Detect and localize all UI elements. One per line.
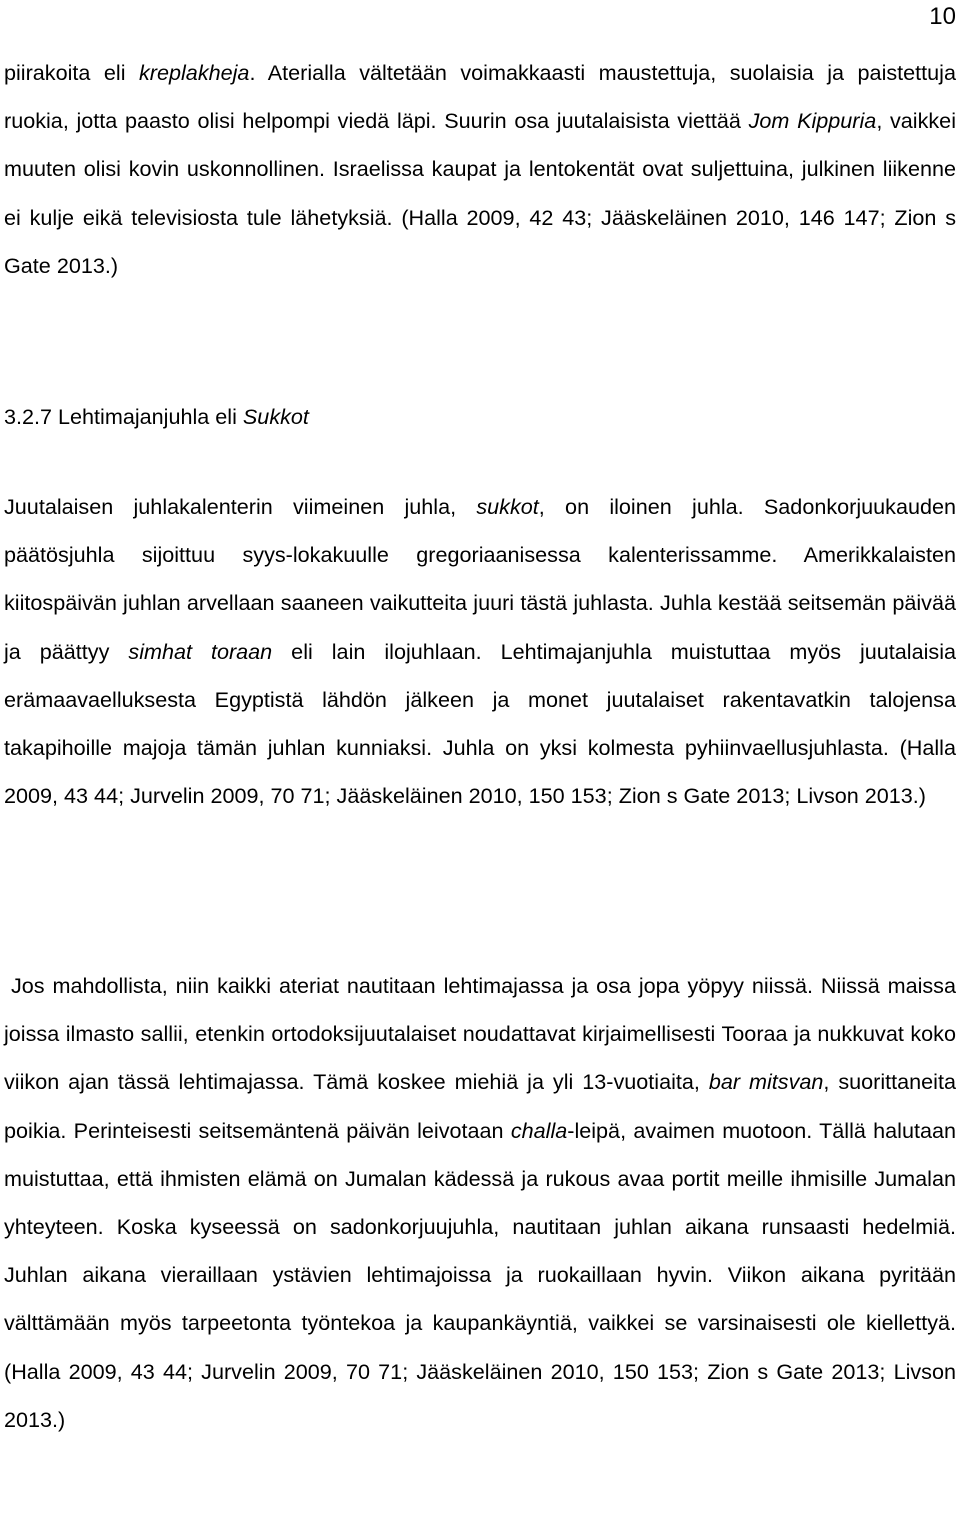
section-heading-number: 3.2.7 bbox=[4, 404, 53, 429]
paragraph-1 bbox=[4, 49, 956, 290]
paragraph-2-seg-4: simhat toraan bbox=[128, 638, 273, 664]
paragraph-2 bbox=[4, 483, 956, 820]
paragraph-3-seg-1: Jos mahdollista, niin kaikki ateriat nautitaan lehtimajassa ja osa jopa yöpyy niissä. Niissä maissa joissa ilmasto sallii, etenkin ortodoksijuutalaiset noudattavat kirjaimellisesti Tooraa ja nukkuvat koko viikon ajan tässä lehtimajassa. Tämä koskee miehiä ja yli 13-vuotiaita, bbox=[4, 973, 956, 1095]
paragraph-1-seg-4: Jom Kippuria bbox=[748, 108, 877, 134]
paragraph-3-seg-2: bar mitsvan bbox=[708, 1069, 824, 1095]
paragraph-3-seg-4: challa bbox=[510, 1117, 568, 1143]
paragraph-3 bbox=[4, 962, 956, 1444]
paragraph-1-seg-2: kreplakheja bbox=[139, 60, 250, 85]
paragraph-2-seg-3: , on iloinen juhla. Sadonkorjuukauden päätösjuhla sijoittuu syys-lokakuulle gregoriaanisessa kalenterissamme. Amerikkalaisten kiitospäivän juhlan arvellaan saaneen vaikutteita juuri tästä juhlasta. Juhla kestää seitsemän päivää ja päättyy bbox=[4, 494, 956, 664]
paragraph-2-seg-2: sukkot bbox=[476, 494, 539, 519]
paragraph-1-seg-3: . Aterialla vältetään voimakkaasti maustettuja, suolaisia ja paistettuja ruokia, jotta paasto olisi helpompi viedä läpi. Suurin osa juutalaisista viettää bbox=[4, 60, 956, 134]
paragraph-2-seg-5: eli lain ilojuhlaan. Lehtimajanjuhla muistuttaa myös juutalaisia erämaavaelluksesta Egyptistä lähdön jälkeen ja monet juutalaiset rakentavatkin talojensa takapihoille majoja tämän juhlan kunniaksi. Juhla on yksi kolmesta pyhiinvaellusjuhlasta. (Halla 2009, 43 44; Jurvelin 2009, 70 71; Jääskeläinen 2010, 150 153; Zion s Gate 2013; Livson 2013.) bbox=[4, 638, 957, 809]
section-heading bbox=[4, 393, 956, 441]
section-heading-italic: Sukkot bbox=[242, 404, 309, 429]
paragraph-2-seg-1: Juutalaisen juhlakalenterin viimeinen juhla, bbox=[4, 494, 477, 519]
paragraph-1-seg-5: , vaikkei muuten olisi kovin uskonnollinen. Israelissa kaupat ja lentokentät ovat suljettuina, julkinen liikenne ei kulje eikä televisiosta tule lähetyksiä. (Halla 2009, 42 43; Jääskeläinen 2010, 146 147; Zion s Gate 2013.) bbox=[4, 108, 956, 278]
paragraph-3-seg-5: -leipä, avaimen muotoon. Tällä halutaan muistuttaa, että ihmisten elämä on Jumalan kädessä ja rukous avaa portit meille ihmisille Jumalan yhteyteen. Koska kyseessä on sadonkorjuujuhla, nautitaan juhlan aikana runsaasti hedelmiä. Juhlan aikana vieraillaan ystävien lehtimajoissa ja ruokaillaan hyvin. Viikon aikana pyritään välttämään myös tarpeetonta työntekoa ja kaupankäyntiä, vaikkei se varsinaisesti ole kiellettyä. (Halla 2009, 43 44; Jurvelin 2009, 70 71; Jääskeläinen 2010, 150 153; Zion s Gate 2013; Livson 2013.) bbox=[4, 1117, 956, 1432]
section-heading-text: Lehtimajanjuhla eli bbox=[58, 404, 243, 429]
page-number: 10 bbox=[929, 3, 956, 30]
paragraph-3-seg-3: , suorittaneita poikia. Perinteisesti seitsemäntenä päivän leivotaan bbox=[4, 1069, 956, 1143]
paragraph-1-seg-1: piirakoita eli bbox=[4, 60, 139, 85]
